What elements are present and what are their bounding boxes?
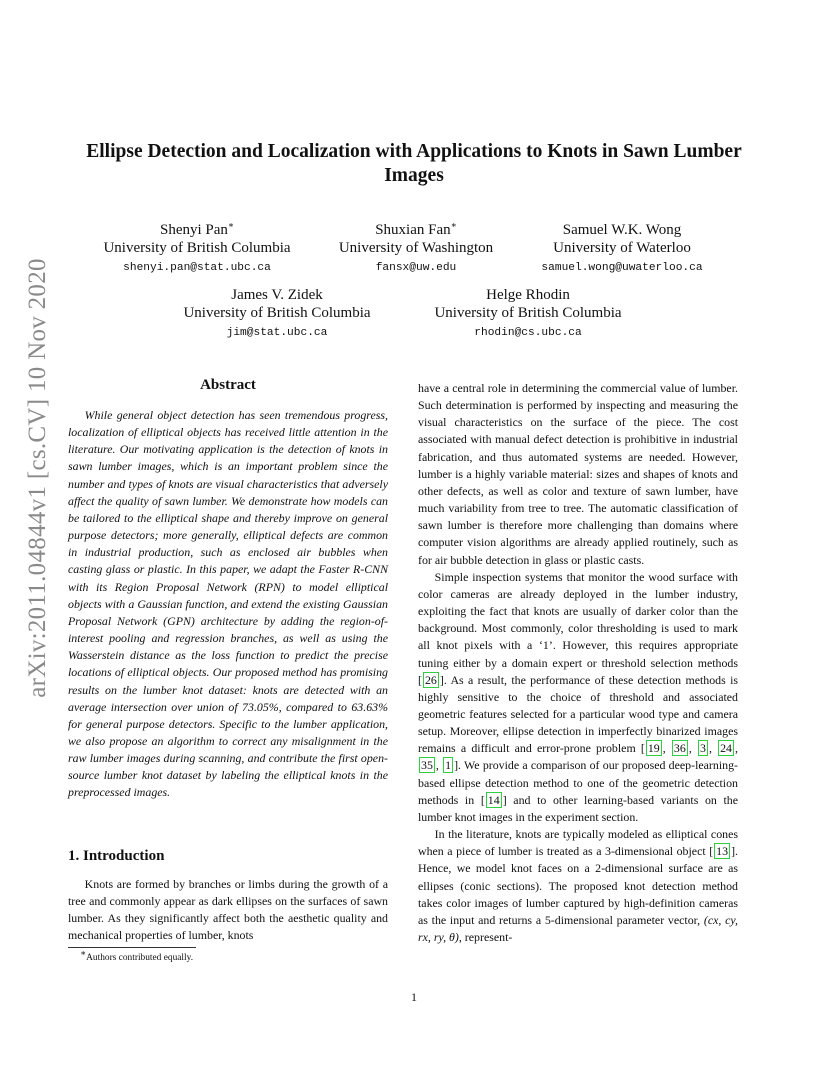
author-block	[434, 286, 621, 341]
arxiv-identifier: arXiv:2011.04844v1 [cs.CV] 10 Nov 2020	[24, 258, 51, 698]
citation-link[interactable]: 19	[647, 741, 660, 756]
abstract-heading: Abstract	[200, 377, 256, 393]
footnote-text: Authors contributed equally.	[86, 953, 194, 963]
footnote	[80, 947, 194, 964]
footnote-rule	[68, 947, 196, 948]
citation-link[interactable]: 14	[487, 792, 500, 807]
citation-link[interactable]: 13	[716, 844, 729, 859]
author-block	[103, 221, 290, 276]
citation-link[interactable]: 24	[720, 741, 732, 756]
equal-contribution-mark: ∗	[227, 220, 235, 230]
page-number: 1	[411, 990, 417, 1004]
citation-group: 19 , 36 , 3 , 24 , 35 , 1	[421, 741, 738, 773]
author-email: fansx@uw.edu	[375, 262, 457, 274]
citation-link[interactable]: 35	[421, 758, 433, 773]
author-affiliation: University of British Columbia	[103, 240, 291, 256]
body-paragraph: have a central role in determining the commercial value of lumber. Such determination is performed by inspecting and measuring the visual characteristics on the surface of the piece. The cost associated with manual defect detection is prohibitive in industrial fabrication, and thus automated systems are needed. However, lumber is a highly variable material: sizes and shapes of knots and other defects, as well as color and texture of sawn lumber, have much variability from tree to tree. The automatic classification of sawn lumber is therefore more challenging than domains where computer vision algorithms are already applied routinely, such as for air bubble detection in glass or plastic casts.	[418, 381, 738, 567]
abstract-body	[68, 407, 388, 802]
author-affiliation: University of Waterloo	[553, 240, 691, 256]
equal-contribution-mark: ∗	[450, 220, 457, 230]
body-paragraph: In the literature, knots are typically modeled as elliptical cones when a piece of lumber is treated as a 3-dimensional object [ 13 ]. Hence, we model knot faces on a 2-dimensional surface are as ellipses (conic sections). The proposed knot detection method takes color images of lumber captured by high-definition cameras as the input and returns a 5-dimensional parameter vector, (cx, cy, rx, ry, θ), represent-	[418, 827, 739, 944]
body-paragraph: Simple inspection systems that monitor the wood surface with color cameras are already deployed in the lumber industry, exploiting the fact that knots are usually of darker color than the background. Most commonly, color thresholding is used to mark all knot pixels with a ‘1’. However, this requires appropriate tuning either by a domain expert or threshold selection methods [ 26 ]. As a result, the performance of these detection methods is highly sensitive to the choice of threshold and associated geometric features selected for a particular wood type and camera setup. Moreover, ellipse detection in imperfectly binarized images remains a difficult and error-prone problem [ 19 , 36 , 3 , 24 , 35 , 1 ]. We provide a comparison of our proposed deep-learning-based ellipse detection method to one of the geometric detection methods in [ 14 ] and to other learning-based variants on the lumber knot images in the experiment section.	[418, 569, 739, 824]
author-block	[339, 221, 493, 276]
author-email: shenyi.pan@stat.ubc.ca	[123, 262, 271, 274]
intro-paragraph: Knots are formed by branches or limbs during the growth of a tree and commonly appear as dark ellipses on the surfaces of sawn lumber. As they significantly affect both the aesthetic quality and mechanical properties of lumber, knots	[68, 877, 388, 943]
author-block	[541, 221, 702, 276]
author-affiliation: University of British Columbia	[434, 305, 622, 321]
author-name: Samuel W.K. Wong	[562, 222, 682, 238]
parameter-vector: (cx, cy, rx, ry, θ)	[418, 912, 738, 944]
right-column	[418, 380, 738, 946]
section-heading-introduction: 1. Introduction	[68, 848, 165, 864]
intro-column-left	[68, 876, 388, 945]
author-name: James V. Zidek	[231, 287, 323, 303]
author-email: samuel.wong@uwaterloo.ca	[541, 262, 703, 274]
author-name: Shenyi Pan	[159, 222, 228, 238]
citation-link[interactable]: 36	[673, 741, 686, 756]
footnote-mark: ∗	[80, 947, 87, 958]
arxiv-watermark	[22, 258, 54, 698]
author-email: jim@stat.ubc.ca	[226, 327, 328, 339]
author-email: rhodin@cs.ubc.ca	[474, 327, 582, 339]
paper-title: Ellipse Detection and Localization with Applications to Knots in Sawn Lumber Images	[86, 141, 742, 186]
author-affiliation: University of British Columbia	[183, 305, 371, 321]
citation-link[interactable]: 26	[424, 672, 437, 687]
citation-link[interactable]: 3	[699, 741, 706, 756]
author-affiliation: University of Washington	[338, 240, 494, 256]
author-name: Shuxian Fan	[375, 222, 451, 238]
author-block	[183, 286, 370, 341]
citation-link[interactable]: 1	[445, 758, 452, 773]
author-name: Helge Rhodin	[486, 287, 570, 303]
abstract-text: While general object detection has seen tremendous progress, localization of elliptical objects has received little attention in the literature. Our motivating application is the detection of knots in sawn lumber images, which is an important problem since the number and types of knots are visual characteristics that adversely affect the quality of sawn lumber. We demonstrate how models can be tailored to the elliptical shape and thereby improve on general purpose detectors; more generally, elliptical defects are common in industrial production, such as enclosed air bubbles when casting glass or plastic. In this paper, we adapt the Faster R-CNN with its Region Proposal Network (RPN) to model elliptical objects with a Gaussian function, and extend the existing Gaussian Proposal Network (GPN) architecture by adding the region-of-interest pooling and regression branches, as well as using the Wasserstein distance as the loss function to predict the precise locations of elliptical objects. Our proposed method has promising results on the lumber knot dataset: knots are detected with an average intersection over union of 73.05%, compared to 63.63% for general purpose detectors. Specific to the lumber application, we also propose an algorithm to correct any misalignment in the raw lumber images during scanning, and contribute the first open-source lumber knot dataset by labeling the elliptical knots in the preprocessed images.	[68, 408, 388, 800]
